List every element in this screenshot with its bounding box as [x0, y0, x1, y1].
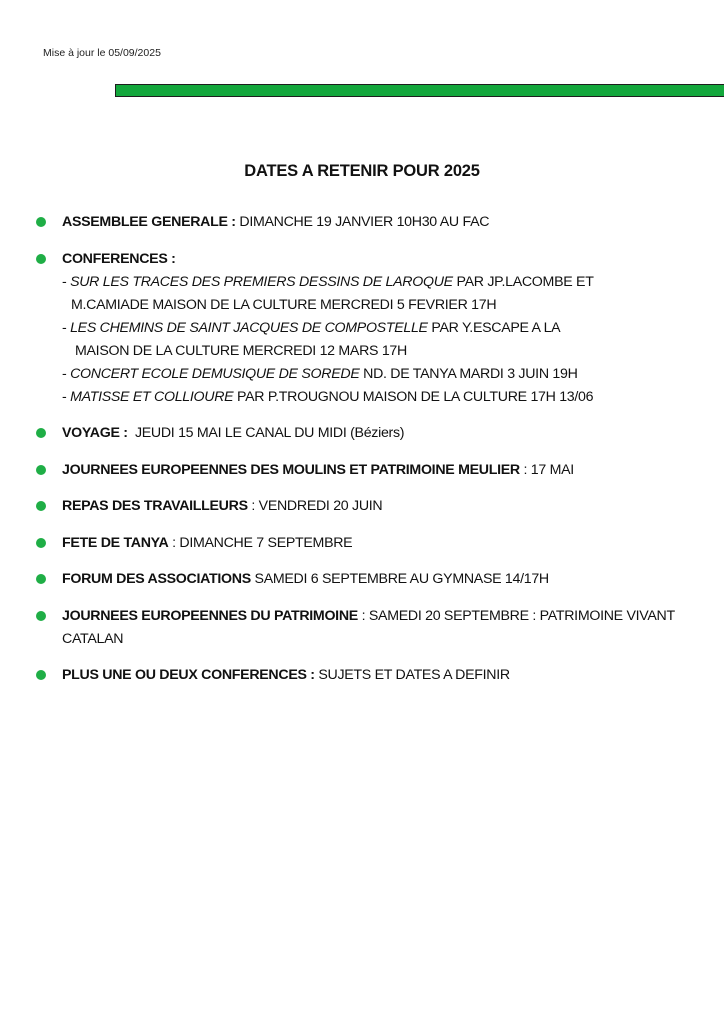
- conference-1: - SUR LES TRACES DES PREMIERS DESSINS DE LAROQUE PAR JP.LACOMBE ET: [62, 273, 594, 290]
- conference-2-continued: MAISON DE LA CULTURE MERCREDI 12 MARS 17H: [75, 342, 407, 359]
- item-text: : 17 MAI: [519, 461, 574, 478]
- bullet-icon: [36, 217, 46, 227]
- item-text: JEUDI 15 MAI LE CANAL DU MIDI (Béziers): [127, 425, 405, 441]
- item-label: REPAS DES TRAVAILLEURS: [62, 498, 248, 514]
- conference-1-continued: M.CAMIADE MAISON DE LA CULTURE MERCREDI 5 FEVRIER 17H: [71, 296, 497, 313]
- conference-4: - MATISSE ET COLLIOURE PAR P.TROUGNOU MAISON DE LA CULTURE 17H 13/06: [62, 388, 594, 405]
- conference-2: - LES CHEMINS DE SAINT JACQUES DE COMPOSTELLE PAR Y.ESCAPE A LA: [62, 319, 561, 336]
- item-text: SAMEDI 6 SEPTEMBRE AU GYMNASE 14/17H: [250, 571, 549, 587]
- item-text: DIMANCHE 19 JANVIER 10H30 AU FAC: [235, 214, 490, 230]
- list-item-conferences: [36, 248, 696, 409]
- item-label: JOURNEES EUROPEENNES DES MOULINS ET PATRIMOINE MEULIER: [62, 461, 520, 478]
- item-label: JOURNEES EUROPEENNES DU PATRIMOINE: [62, 607, 358, 624]
- bullet-icon: [36, 254, 46, 264]
- item-label: ASSEMBLEE GENERALE :: [62, 214, 236, 230]
- item-label: PLUS UNE OU DEUX CONFERENCES :: [62, 667, 315, 683]
- list-item-assemblee: [36, 211, 696, 234]
- list-item-repas: [36, 495, 696, 518]
- item-label: VOYAGE :: [62, 425, 128, 441]
- bullet-icon: [36, 574, 46, 584]
- bullet-icon: [36, 501, 46, 511]
- list-item-plus: [36, 664, 696, 687]
- conference-title: CONCERT ECOLE DEMUSIQUE DE SOREDE: [70, 365, 360, 382]
- conference-title: MATISSE ET COLLIOURE: [70, 388, 234, 405]
- item-text: : SAMEDI 20 SEPTEMBRE : PATRIMOINE VIVANT CATALAN: [62, 607, 675, 647]
- item-label: FORUM DES ASSOCIATIONS: [62, 571, 251, 587]
- item-text: : VENDREDI 20 JUIN: [247, 498, 383, 514]
- bullet-icon: [36, 465, 46, 475]
- list-item-voyage: [36, 422, 696, 445]
- header-accent-bar: [115, 84, 724, 97]
- conference-3: - CONCERT ECOLE DEMUSIQUE DE SOREDE ND. DE TANYA MARDI 3 JUIN 19H: [62, 365, 578, 382]
- list-item-patrimoine: [36, 605, 696, 651]
- bullet-icon: [36, 670, 46, 680]
- bullet-icon: [36, 611, 46, 621]
- dates-list: [36, 211, 696, 701]
- conference-title: LES CHEMINS DE SAINT JACQUES DE COMPOSTELLE: [70, 319, 428, 336]
- item-text: : DIMANCHE 7 SEPTEMBRE: [168, 534, 353, 551]
- list-item-fete: [36, 532, 696, 555]
- conference-title: SUR LES TRACES DES PREMIERS DESSINS DE LAROQUE: [70, 273, 453, 290]
- bullet-icon: [36, 428, 46, 438]
- bullet-icon: [36, 538, 46, 548]
- update-date-note: Mise à jour le 05/09/2025: [43, 47, 161, 59]
- list-item-forum: [36, 568, 696, 591]
- page-title: DATES A RETENIR POUR 2025: [244, 162, 480, 180]
- item-text: SUJETS ET DATES A DEFINIR: [314, 667, 510, 683]
- list-item-moulins: [36, 459, 696, 482]
- item-label: FETE DE TANYA: [62, 534, 169, 551]
- item-label: CONFERENCES :: [62, 250, 176, 267]
